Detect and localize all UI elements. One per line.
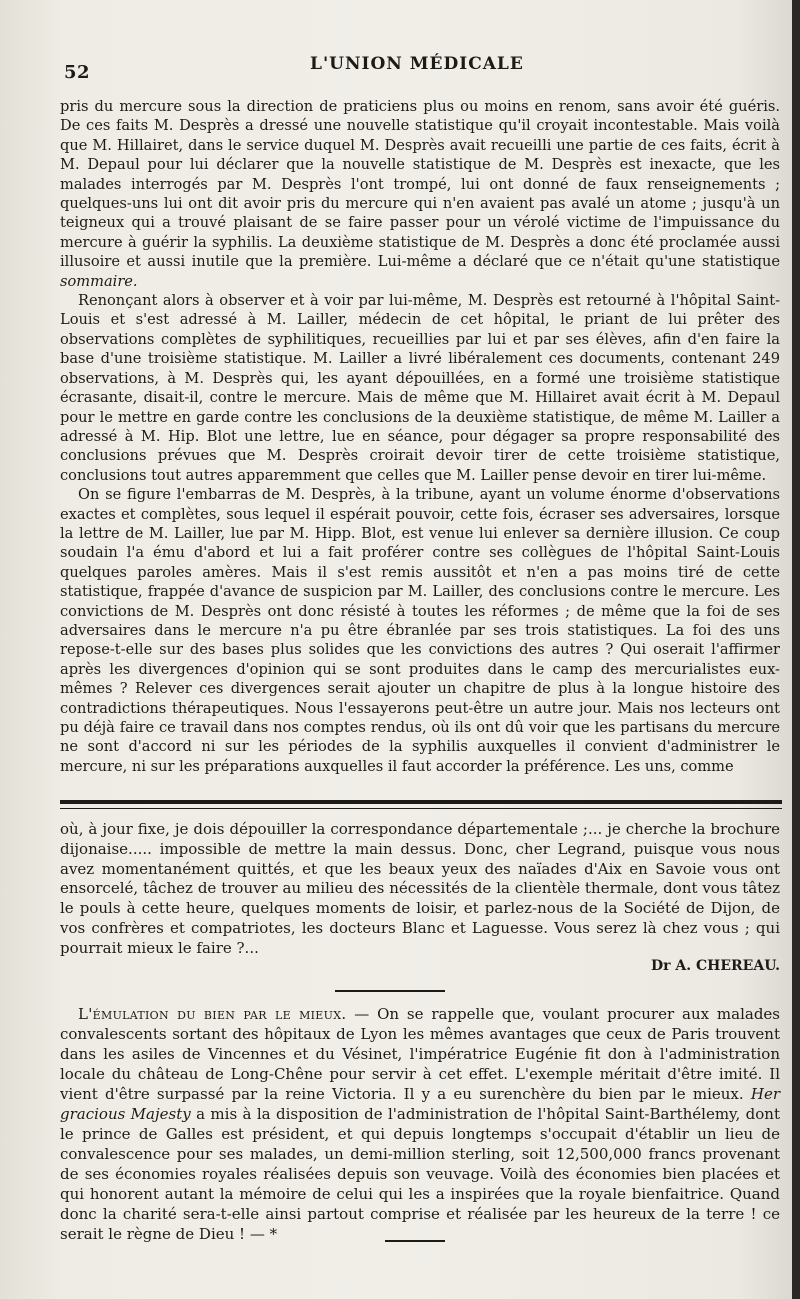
page-header: [60, 50, 760, 82]
running-title: L'UNION MÉDICALE: [310, 54, 524, 74]
end-divider: [385, 1240, 445, 1242]
emphasis-text: sommaire.: [60, 272, 138, 290]
feuilleton-body: [60, 820, 780, 959]
news-paragraph: [60, 1004, 780, 1244]
page-number: 52: [64, 62, 91, 83]
article-paragraph: [60, 97, 780, 291]
article-paragraph: Renonçant alors à observer et à voir par lui-même, M. Desprès est retourné à l'hôpital Saint-Louis et s'est adressé à M. Lailler, médecin de cet hôpital, le priant de lui prêter des observations complètes de syphilitiques, recueillies par lui et par ses élèves, afin d'en faire la base d'une troisième statistique. M. Lailler a livré libéralement ces documents, contenant 249 observations, à M. Desprès qui, les ayant dépouillées, en a formé une troisième statistique écrasante, disait-il, contre le mercure. Mais de même que M. Hillairet avait écrit à M. Depaul pour le mettre en garde contre les conclusions de la deuxième statistique, de même M. Lailler a adressé à M. Hip. Blot une lettre, lue en séance, pour dégager sa propre responsabilité des conclusions prévues que M. Desprès croirait devoir tirer de cette troisième statistique, conclusions tout autres apparemment que celles que M. Lailler pense devoir en tirer lui-même.: [60, 292, 780, 484]
section-divider: [335, 990, 445, 992]
author-signature: Dr A. CHEREAU.: [650, 958, 780, 974]
feuilleton-paragraph: où, à jour fixe, je dois dépouiller la correspondance départementale ;... je cherche la brochure dijonaise..... impossible de mettre la main dessus. Donc, cher Legrand, puisque vous nous avez momentanément quittés, et que les beaux yeux des naïades d'Aix en Savoie vous ont ensorcelé, tâchez de trouver au milieu des nécessités de la clientèle thermale, dont vous tâtez le pouls à cette heure, quelques moments de loisir, et parlez-nous de la Société de Dijon, de vos confrères et compatriotes, les docteurs Blanc et Laguesse. Vous serez là chez vous ; qui pourrait mieux le faire ?...: [60, 820, 780, 957]
paragraph-text: pris du mercure sous la direction de praticiens plus ou moins en renom, sans avoir été guéris. De ces faits M. Desprès a dressé une nouvelle statistique qu'il croyait incontestable. Mais voilà que M. Hillairet, dans le service duquel M. Desprès avait recueilli une partie de ces faits, écrit à M. Depaul pour lui déclarer que la nouvelle statistique de M. Desprès est inexacte, que les malades interrogés par M. Desprès l'ont trompé, lui ont donné de faux renseignements ; quelques-uns lui ont dit avoir pris du mercure qui n'en avaient pas avalé un atome ; jusqu'à un teigneux qui a trouvé plaisant de se faire passer pour un vérolé victime de l'impuissance du mercure à guérir la syphilis. La deuxième statistique de M. Desprès a donc été proclamée aussi illusoire et aussi inutile que la première. Lui-même a déclaré que ce n'était qu'une statistique: [60, 98, 780, 271]
news-text: a mis à la disposition de l'administration de l'hôpital Saint-Barthélemy, dont le prince de Galles est président, et qui depuis longtemps s'occupait d'établir un lieu de convalescence pour ses malades, un demi-million sterling, soit 12,500,000 francs provenant de ses économies royales réalisées depuis son veuvage. Voilà des économies bien placées et qui honorent autant la mémoire de celui qui les a inspirées que la royale bienfaitrice. Quand donc la charité sera-t-elle ainsi partout comprise et réalisée par les heureux de la terre ! ce serait le règne de Dieu ! — *: [60, 1105, 780, 1243]
feuilleton-separator-thin: [60, 808, 782, 809]
news-text: — On se rappelle que, voulant procurer aux malades convalescents sortant des hôpitaux de Lyon les mêmes avantages que ceux de Paris trouvent dans les asiles de Vincennes et du Vésinet, l'impératrice Eugénie fit don à l'administration locale du château de Long-Chêne pour servir à cet effet. L'exemple méritait d'être imité. Il vient d'être surpassé par la reine Victoria. Il y a eu surenchère du bien par le mieux.: [60, 1005, 780, 1103]
news-title: L'émulation du bien par le mieux.: [78, 1005, 347, 1023]
article-paragraph: On se figure l'embarras de M. Desprès, à la tribune, ayant un volume énorme d'observations exactes et complètes, sous lequel il espérait pouvoir, cette fois, écraser ses adversaires, lorsque la lettre de M. Lailler, lue par M. Hipp. Blot, est venue lui enlever sa dernière illusion. Ce coup soudain l'a ému d'abord et lui a fait proférer contre ses collègues de l'hôpital Saint-Louis quelques paroles amères. Mais il s'est remis aussitôt et n'en a pas moins tiré de cette statistique, frappée d'avance de suspicion par M. Lailler, des conclusions contre le mercure. Les convictions de M. Desprès ont donc résisté à toutes les réformes ; de même que la foi de ses adversaires dans le mercure n'a pu être ébranlée par ses trois statistiques. La foi des uns repose-t-elle sur des bases plus solides que les convictions des autres ? Qui oserait l'affirmer après les divergences d'opinion qui se sont produites dans le camp des mercurialistes eux-mêmes ? Relever ces divergences serait ajouter un chapitre de plus à la longue histoire des contradictions thérapeutiques. Nous l'essayerons peut-être un autre jour. Mais nos lecteurs ont pu déjà faire ce travail dans nos comptes rendus, où ils ont dû voir que les partisans du mercure ne sont d'accord ni sur les périodes de la syphilis auxquelles il convient d'administrer le mercure, ni sur les préparations auxquelles il faut accorder la préférence. Les uns, comme: [60, 486, 780, 775]
emphasis-text: Her gracious Majesty: [60, 1085, 780, 1123]
news-item: [60, 1004, 780, 1244]
page-edge-shadow: [792, 0, 800, 1299]
article-body: [60, 97, 780, 776]
feuilleton-separator: [60, 800, 782, 804]
